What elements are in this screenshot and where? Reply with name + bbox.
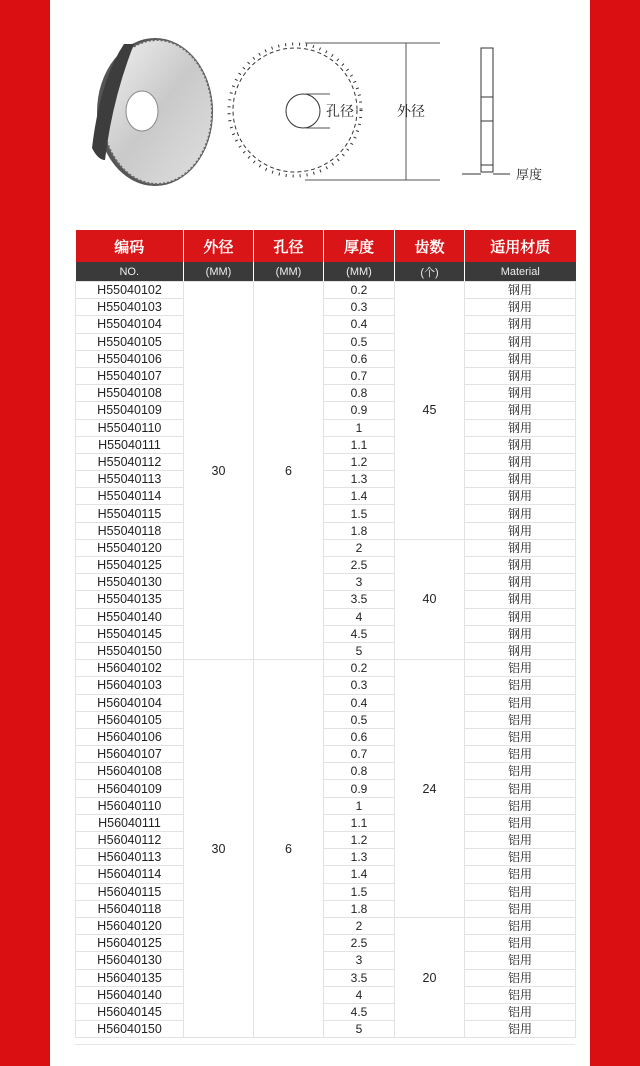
- cell-thickness: 1.5: [324, 883, 395, 900]
- cell-material: 钢用: [465, 625, 576, 642]
- cell-code: H56040120: [76, 917, 184, 934]
- cell-thickness: 0.8: [324, 763, 395, 780]
- cell-material: 铝用: [465, 952, 576, 969]
- cell-material: 铝用: [465, 832, 576, 849]
- cell-code: H56040105: [76, 711, 184, 728]
- cell-teeth: 40: [395, 539, 465, 659]
- table-row: [76, 591, 576, 608]
- cell-material: 钢用: [465, 505, 576, 522]
- cell-material: 钢用: [465, 574, 576, 591]
- table-row: [76, 608, 576, 625]
- cell-thickness: 1.3: [324, 471, 395, 488]
- cell-material: 钢用: [465, 350, 576, 367]
- table-row: [76, 952, 576, 969]
- table-row: [76, 677, 576, 694]
- cell-hole-diameter: 6: [254, 282, 324, 660]
- header-hole-diameter: 孔径: [254, 230, 324, 262]
- cell-thickness: 0.3: [324, 299, 395, 316]
- cell-material: 铝用: [465, 1003, 576, 1020]
- cell-material: 钢用: [465, 316, 576, 333]
- cell-outer-diameter: 30: [184, 660, 254, 1038]
- table-row: [76, 539, 576, 556]
- table-row: [76, 986, 576, 1003]
- subheader-thickness: (MM): [324, 262, 395, 282]
- cell-code: H56040107: [76, 746, 184, 763]
- cell-material: 钢用: [465, 642, 576, 659]
- cell-material: 铝用: [465, 711, 576, 728]
- cell-material: 铝用: [465, 849, 576, 866]
- cell-material: 铝用: [465, 969, 576, 986]
- cell-code: H55040130: [76, 574, 184, 591]
- cell-code: H55040150: [76, 642, 184, 659]
- cell-thickness: 0.5: [324, 333, 395, 350]
- header-row: [76, 230, 576, 262]
- cell-code: H55040145: [76, 625, 184, 642]
- cell-thickness: 0.5: [324, 711, 395, 728]
- subheader-code: NO.: [76, 262, 184, 282]
- header-teeth: 齿数: [395, 230, 465, 262]
- table-row: [76, 316, 576, 333]
- cell-material: 钢用: [465, 436, 576, 453]
- cell-material: 钢用: [465, 402, 576, 419]
- divider: [75, 1044, 575, 1045]
- cell-code: H56040145: [76, 1003, 184, 1020]
- table-row: [76, 402, 576, 419]
- cell-thickness: 1: [324, 419, 395, 436]
- cell-code: H55040108: [76, 385, 184, 402]
- table-row: [76, 917, 576, 934]
- table-row: [76, 453, 576, 470]
- table-row: [76, 711, 576, 728]
- table-row: [76, 436, 576, 453]
- table-row: [76, 866, 576, 883]
- cell-thickness: 3: [324, 574, 395, 591]
- cell-thickness: 1.2: [324, 453, 395, 470]
- header-code: 编码: [76, 230, 184, 262]
- subheader-material: Material: [465, 262, 576, 282]
- cell-thickness: 3.5: [324, 969, 395, 986]
- cell-thickness: 0.7: [324, 367, 395, 384]
- table-row: [76, 1021, 576, 1038]
- cell-material: 钢用: [465, 333, 576, 350]
- cell-material: 钢用: [465, 522, 576, 539]
- table-row: [76, 505, 576, 522]
- content-panel: [50, 0, 590, 1066]
- cell-thickness: 1: [324, 797, 395, 814]
- cell-thickness: 4: [324, 608, 395, 625]
- cell-code: H56040102: [76, 660, 184, 677]
- cell-teeth: 45: [395, 282, 465, 540]
- cell-material: 铝用: [465, 694, 576, 711]
- table-row: [76, 728, 576, 745]
- table-row: [76, 522, 576, 539]
- cell-material: 铝用: [465, 763, 576, 780]
- table-row: [76, 746, 576, 763]
- cell-thickness: 0.9: [324, 780, 395, 797]
- cell-code: H55040135: [76, 591, 184, 608]
- header-material: 适用材质: [465, 230, 576, 262]
- cell-code: H55040118: [76, 522, 184, 539]
- cell-material: 钢用: [465, 385, 576, 402]
- table-row: [76, 900, 576, 917]
- cell-teeth: 20: [395, 917, 465, 1037]
- cell-material: 钢用: [465, 419, 576, 436]
- table-row: [76, 642, 576, 659]
- cell-thickness: 1.3: [324, 849, 395, 866]
- cell-thickness: 5: [324, 1021, 395, 1038]
- table-row: [76, 883, 576, 900]
- saw-blade-photo: [92, 38, 213, 186]
- cell-code: H56040125: [76, 935, 184, 952]
- subheader-hole-diameter: (MM): [254, 262, 324, 282]
- cell-thickness: 0.3: [324, 677, 395, 694]
- table-row: [76, 471, 576, 488]
- cell-thickness: 0.6: [324, 728, 395, 745]
- table-row: [76, 350, 576, 367]
- cell-code: H55040104: [76, 316, 184, 333]
- cell-thickness: 4.5: [324, 625, 395, 642]
- cell-thickness: 2: [324, 539, 395, 556]
- cell-code: H55040125: [76, 557, 184, 574]
- cell-thickness: 0.2: [324, 660, 395, 677]
- cell-thickness: 0.4: [324, 316, 395, 333]
- cell-material: 铝用: [465, 660, 576, 677]
- cell-thickness: 3.5: [324, 591, 395, 608]
- cell-code: H56040118: [76, 900, 184, 917]
- subheader-teeth: (个): [395, 262, 465, 282]
- subheader-row: [76, 262, 576, 282]
- cell-code: H56040106: [76, 728, 184, 745]
- cell-code: H56040130: [76, 952, 184, 969]
- cell-material: 铝用: [465, 986, 576, 1003]
- table-row: [76, 1003, 576, 1020]
- cell-code: H55040120: [76, 539, 184, 556]
- cell-code: H55040103: [76, 299, 184, 316]
- table-row: [76, 849, 576, 866]
- cell-code: H56040114: [76, 866, 184, 883]
- table-row: [76, 625, 576, 642]
- cell-material: 铝用: [465, 797, 576, 814]
- cell-thickness: 0.4: [324, 694, 395, 711]
- cell-code: H56040111: [76, 814, 184, 831]
- subheader-outer-diameter: (MM): [184, 262, 254, 282]
- cell-material: 铝用: [465, 677, 576, 694]
- table-row: [76, 385, 576, 402]
- cell-code: H55040111: [76, 436, 184, 453]
- cell-material: 铝用: [465, 1021, 576, 1038]
- header-outer-diameter: 外径: [184, 230, 254, 262]
- cell-material: 钢用: [465, 488, 576, 505]
- cell-code: H56040140: [76, 986, 184, 1003]
- table-row: [76, 814, 576, 831]
- header-thickness: 厚度: [324, 230, 395, 262]
- table-row: [76, 832, 576, 849]
- cell-code: H55040113: [76, 471, 184, 488]
- cell-material: 铝用: [465, 780, 576, 797]
- cell-thickness: 1.1: [324, 436, 395, 453]
- table-row: [76, 333, 576, 350]
- table-row: [76, 299, 576, 316]
- cell-thickness: 0.8: [324, 385, 395, 402]
- cell-thickness: 4.5: [324, 1003, 395, 1020]
- cell-code: H55040102: [76, 282, 184, 299]
- cell-thickness: 2: [324, 917, 395, 934]
- cell-code: H55040105: [76, 333, 184, 350]
- cell-code: H55040107: [76, 367, 184, 384]
- label-hole: 孔径: [326, 103, 354, 119]
- cell-material: 铝用: [465, 917, 576, 934]
- cell-thickness: 1.1: [324, 814, 395, 831]
- table-row: [76, 557, 576, 574]
- table-row: [76, 694, 576, 711]
- cell-code: H56040108: [76, 763, 184, 780]
- cell-code: H55040115: [76, 505, 184, 522]
- cell-material: 铝用: [465, 900, 576, 917]
- cell-material: 铝用: [465, 814, 576, 831]
- cell-outer-diameter: 30: [184, 282, 254, 660]
- cell-material: 铝用: [465, 935, 576, 952]
- cell-code: H56040113: [76, 849, 184, 866]
- cell-code: H56040104: [76, 694, 184, 711]
- cell-thickness: 1.8: [324, 522, 395, 539]
- cell-code: H55040110: [76, 419, 184, 436]
- cell-thickness: 1.5: [324, 505, 395, 522]
- label-outer: 外径: [397, 103, 425, 119]
- cell-material: 钢用: [465, 299, 576, 316]
- cell-code: H55040114: [76, 488, 184, 505]
- cell-code: H55040140: [76, 608, 184, 625]
- cell-thickness: 1.4: [324, 488, 395, 505]
- cell-thickness: 4: [324, 986, 395, 1003]
- cell-material: 钢用: [465, 608, 576, 625]
- cell-material: 钢用: [465, 367, 576, 384]
- cell-code: H55040106: [76, 350, 184, 367]
- cell-material: 钢用: [465, 591, 576, 608]
- cell-thickness: 3: [324, 952, 395, 969]
- cell-material: 钢用: [465, 282, 576, 299]
- cell-hole-diameter: 6: [254, 660, 324, 1038]
- cell-material: 钢用: [465, 539, 576, 556]
- cell-material: 铝用: [465, 746, 576, 763]
- table-row: [76, 660, 576, 677]
- table-row: [76, 780, 576, 797]
- table-row: [76, 282, 576, 299]
- cell-thickness: 2.5: [324, 935, 395, 952]
- table-row: [76, 574, 576, 591]
- cell-thickness: 5: [324, 642, 395, 659]
- spec-table: [75, 230, 576, 1038]
- cell-material: 铝用: [465, 883, 576, 900]
- cell-thickness: 2.5: [324, 557, 395, 574]
- table-row: [76, 419, 576, 436]
- table-row: [76, 969, 576, 986]
- cell-thickness: 0.2: [324, 282, 395, 299]
- cell-code: H55040109: [76, 402, 184, 419]
- table-row: [76, 797, 576, 814]
- cell-code: H56040109: [76, 780, 184, 797]
- table-row: [76, 367, 576, 384]
- cell-thickness: 1.4: [324, 866, 395, 883]
- cell-code: H56040150: [76, 1021, 184, 1038]
- saw-blade-side-view: [462, 48, 510, 174]
- cell-material: 钢用: [465, 453, 576, 470]
- cell-thickness: 0.7: [324, 746, 395, 763]
- cell-code: H56040103: [76, 677, 184, 694]
- cell-thickness: 1.2: [324, 832, 395, 849]
- cell-material: 钢用: [465, 557, 576, 574]
- cell-thickness: 0.9: [324, 402, 395, 419]
- cell-material: 铝用: [465, 728, 576, 745]
- saw-blade-diagram: [50, 0, 590, 225]
- cell-thickness: 1.8: [324, 900, 395, 917]
- table-row: [76, 488, 576, 505]
- label-thickness: 厚度: [516, 167, 543, 182]
- cell-thickness: 0.6: [324, 350, 395, 367]
- cell-material: 铝用: [465, 866, 576, 883]
- cell-teeth: 24: [395, 660, 465, 918]
- table-row: [76, 763, 576, 780]
- table-row: [76, 935, 576, 952]
- cell-code: H56040112: [76, 832, 184, 849]
- cell-code: H56040115: [76, 883, 184, 900]
- cell-code: H56040135: [76, 969, 184, 986]
- cell-code: H55040112: [76, 453, 184, 470]
- cell-code: H56040110: [76, 797, 184, 814]
- cell-material: 钢用: [465, 471, 576, 488]
